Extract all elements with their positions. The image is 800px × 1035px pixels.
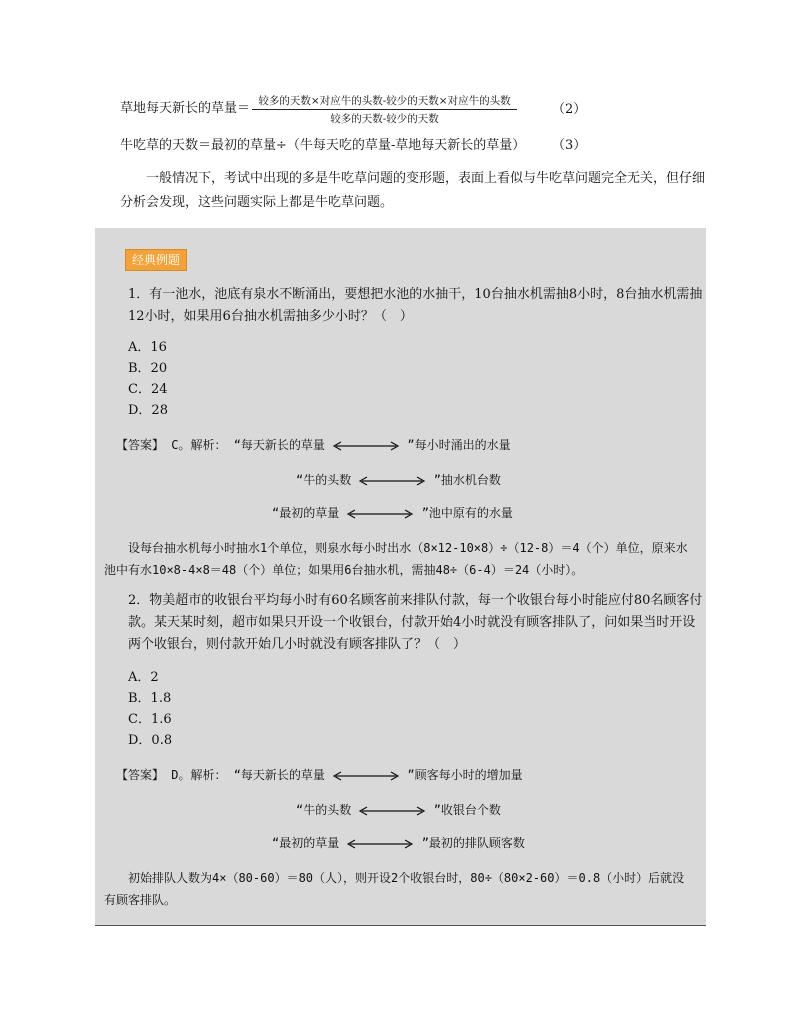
q1-answer-line-2 [296, 470, 501, 490]
q1-map1-left: “每天新长的草量 [233, 438, 325, 452]
double-arrow-icon [346, 509, 414, 519]
q1-map3-left: “最初的草量 [272, 506, 340, 520]
q2-answer-line-3 [272, 833, 525, 853]
formula-2-number: （2） [552, 102, 587, 117]
q1-map2-right: ”抽水机台数 [433, 473, 501, 487]
q2-map3-right: ”最初的排队顾客数 [421, 836, 525, 850]
q1-map1-right: ”每小时涌出的水量 [407, 438, 511, 452]
formula-2-lhs: 草地每天新长的草量＝ [120, 101, 251, 116]
formula-3: 牛吃草的天数＝最初的草量÷（牛每天吃的草量-草地每天新长的草量） [120, 138, 526, 153]
q2-solution: 初始排队人数为4×（80-60）＝80（人），则开设2个收银台时，80÷（80×2-60）＝0.8（小时）后就没有顾客排队。 [104, 871, 685, 907]
q1-option-d: D．28 [128, 403, 168, 418]
q2-answer-prefix: 【答案】 D。解析： [116, 768, 227, 782]
double-arrow-icon [332, 441, 400, 451]
q1-map3-right: ”池中原有的水量 [421, 506, 513, 520]
formula-2-denominator: 较多的天数-较少的天数 [330, 113, 439, 125]
q2-map2-right: ”收银台个数 [433, 803, 501, 817]
question-1-text: 1．有一池水，池底有泉水不断涌出，要想把水池的水抽干，10台抽水机需抽8小时，8台抽水机需抽12小时，如果用6台抽水机需抽多少小时？（ ） [128, 287, 703, 324]
q1-option-a: A．16 [128, 340, 167, 355]
q1-option-c: C．24 [128, 382, 168, 397]
q2-option-c: C．1.6 [128, 712, 172, 727]
section-tag: 经典例题 [125, 249, 187, 271]
q1-answer-line-3 [272, 503, 513, 523]
question-2-text: 2．物美超市的收银台平均每小时有60名顾客前来排队付款，每一个收银台每小时能应付80名顾客付款。某天某时刻，超市如果只开设一个收银台，付款开始4小时就没有顾客排队了，问如果当时开设两个收银台，则付款开始几小时就没有顾客排队了？（ ） [128, 593, 703, 652]
double-arrow-icon [358, 476, 426, 486]
q1-option-b: B．20 [128, 361, 168, 376]
q1-solution: 设每台抽水机每小时抽水1个单位，则泉水每小时出水（8×12-10×8）÷（12-8）＝4（个）单位，原来水池中有水10×8-4×8＝48（个）单位；如果用6台抽水机，需抽48÷（6-4）＝24（小时）。 [104, 541, 688, 577]
q1-answer-line-1 [116, 435, 511, 455]
double-arrow-icon [346, 839, 414, 849]
q2-map3-left: “最初的草量 [272, 836, 340, 850]
q1-map2-left: “牛的头数 [296, 473, 352, 487]
q2-answer-line-2 [296, 800, 501, 820]
intro-paragraph: 一般情况下，考试中出现的多是牛吃草问题的变形题，表面上看似与牛吃草问题完全无关，但仔细分析会发现，这些问题实际上都是牛吃草问题。 [120, 171, 706, 210]
q2-answer-line-1 [116, 765, 523, 785]
q1-answer-prefix: 【答案】 C。解析： [116, 438, 227, 452]
formula-2-fraction [252, 93, 517, 126]
q2-map1-right: ”顾客每小时的增加量 [407, 768, 523, 782]
double-arrow-icon [358, 806, 426, 816]
double-arrow-icon [332, 771, 400, 781]
formula-3-number: （3） [552, 138, 587, 153]
q2-option-a: A．2 [128, 670, 159, 685]
q2-option-b: B．1.8 [128, 691, 172, 706]
q2-option-d: D．0.8 [128, 733, 173, 748]
q2-map2-left: “牛的头数 [296, 803, 352, 817]
q2-map1-left: “每天新长的草量 [233, 768, 325, 782]
formula-2-numerator: 较多的天数×对应牛的头数-较少的天数×对应牛的头数 [252, 93, 517, 110]
